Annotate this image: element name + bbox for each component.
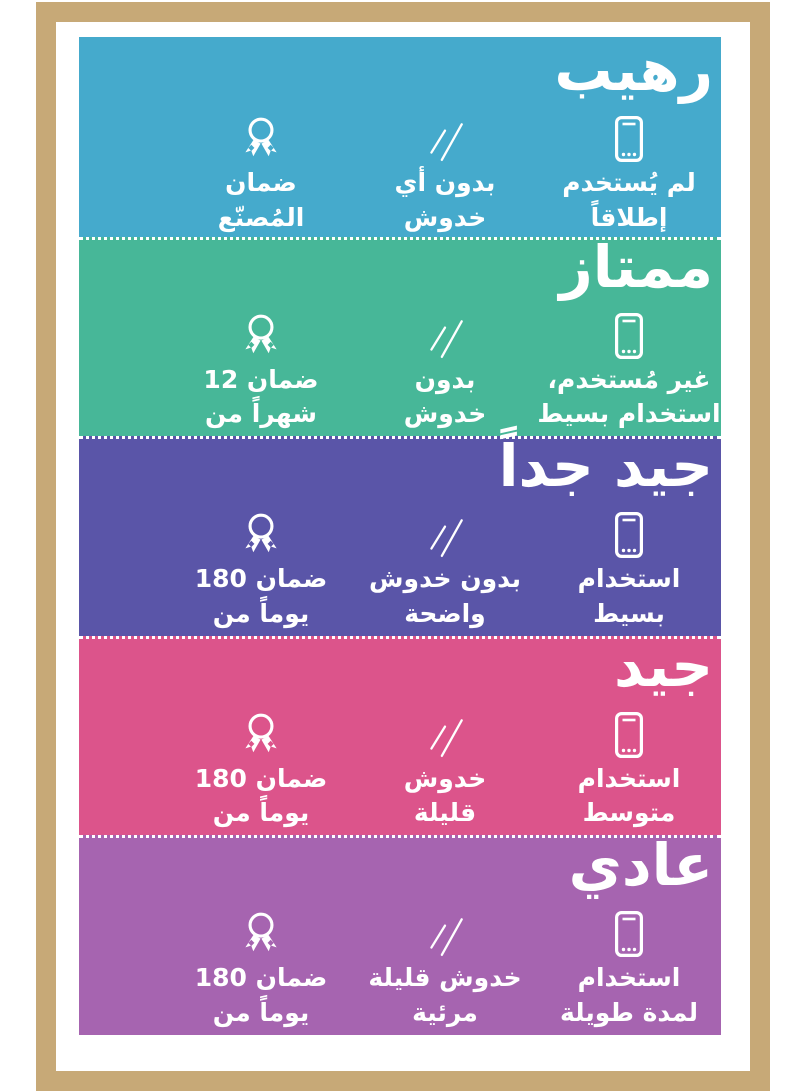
scratches-column [353,707,537,831]
scratches-column [353,111,537,235]
warranty-column [169,111,353,235]
phone-icon [614,906,644,958]
grade-title: جيد [614,631,713,700]
warranty-column [169,707,353,831]
medal-icon [236,111,286,163]
warranty-label: ضمان المُصنّع [217,168,305,232]
medal-icon [236,308,286,360]
grade-details-row [79,507,721,631]
usage-label: استخدام متوسط [577,763,681,828]
scratches-label: خدوش قليلة [403,763,487,828]
scratches-label: بدون أي خدوش [394,168,496,232]
scratches-icon [422,707,468,759]
grade-band-good [79,631,721,836]
warranty-label: ضمان 180 يوماً من [194,763,328,828]
grade-title: رهيب [554,36,713,104]
usage-column [537,111,721,235]
grade-details-row [79,906,721,1030]
phone-icon [614,707,644,759]
usage-column [537,906,721,1030]
scratches-column [353,906,537,1030]
usage-column [537,507,721,631]
grade-details-row [79,308,721,432]
usage-label: لم يُستخدم إطلاقاً [562,168,696,232]
phone-icon [614,111,644,163]
usage-column [537,308,721,432]
warranty-column [169,906,353,1030]
medal-icon [236,707,286,759]
medal-icon [236,507,286,559]
usage-column [537,707,721,831]
grade-band-very-good [79,432,721,636]
grade-details-row [79,111,721,235]
grade-band-excellent [79,232,721,437]
medal-icon [236,906,286,958]
warranty-label: ضمان 12 شهراً من [203,364,319,429]
grade-details-row [79,707,721,831]
scratches-column [353,308,537,432]
grade-band-awesome [79,37,721,237]
usage-label: استخدام بسيط [577,564,681,628]
scratches-label: خدوش قليلة مرئية [368,963,522,1027]
grade-title: ممتاز [559,232,713,301]
scratches-column [353,507,537,631]
phone-icon [614,507,644,559]
grades-infographic [79,36,721,1035]
grade-band-normal [79,831,721,1035]
scratches-icon [422,111,468,163]
warranty-label: ضمان 180 يوماً من [194,564,328,628]
phone-icon [614,308,644,360]
scratches-icon [422,308,468,360]
usage-label: غير مُستخدم، استخدام بسيط [537,364,721,429]
scratches-icon [422,906,468,958]
warranty-column [169,308,353,432]
warranty-label: ضمان 180 يوماً من [194,963,328,1027]
grade-title: جيد جداً [498,432,713,501]
warranty-column [169,507,353,631]
scratches-icon [422,507,468,559]
scratches-label: بدون خدوش [403,364,487,429]
scratches-label: بدون خدوش واضحة [369,564,521,628]
usage-label: استخدام لمدة طويلة [559,963,699,1027]
grade-title: عادي [568,831,713,900]
